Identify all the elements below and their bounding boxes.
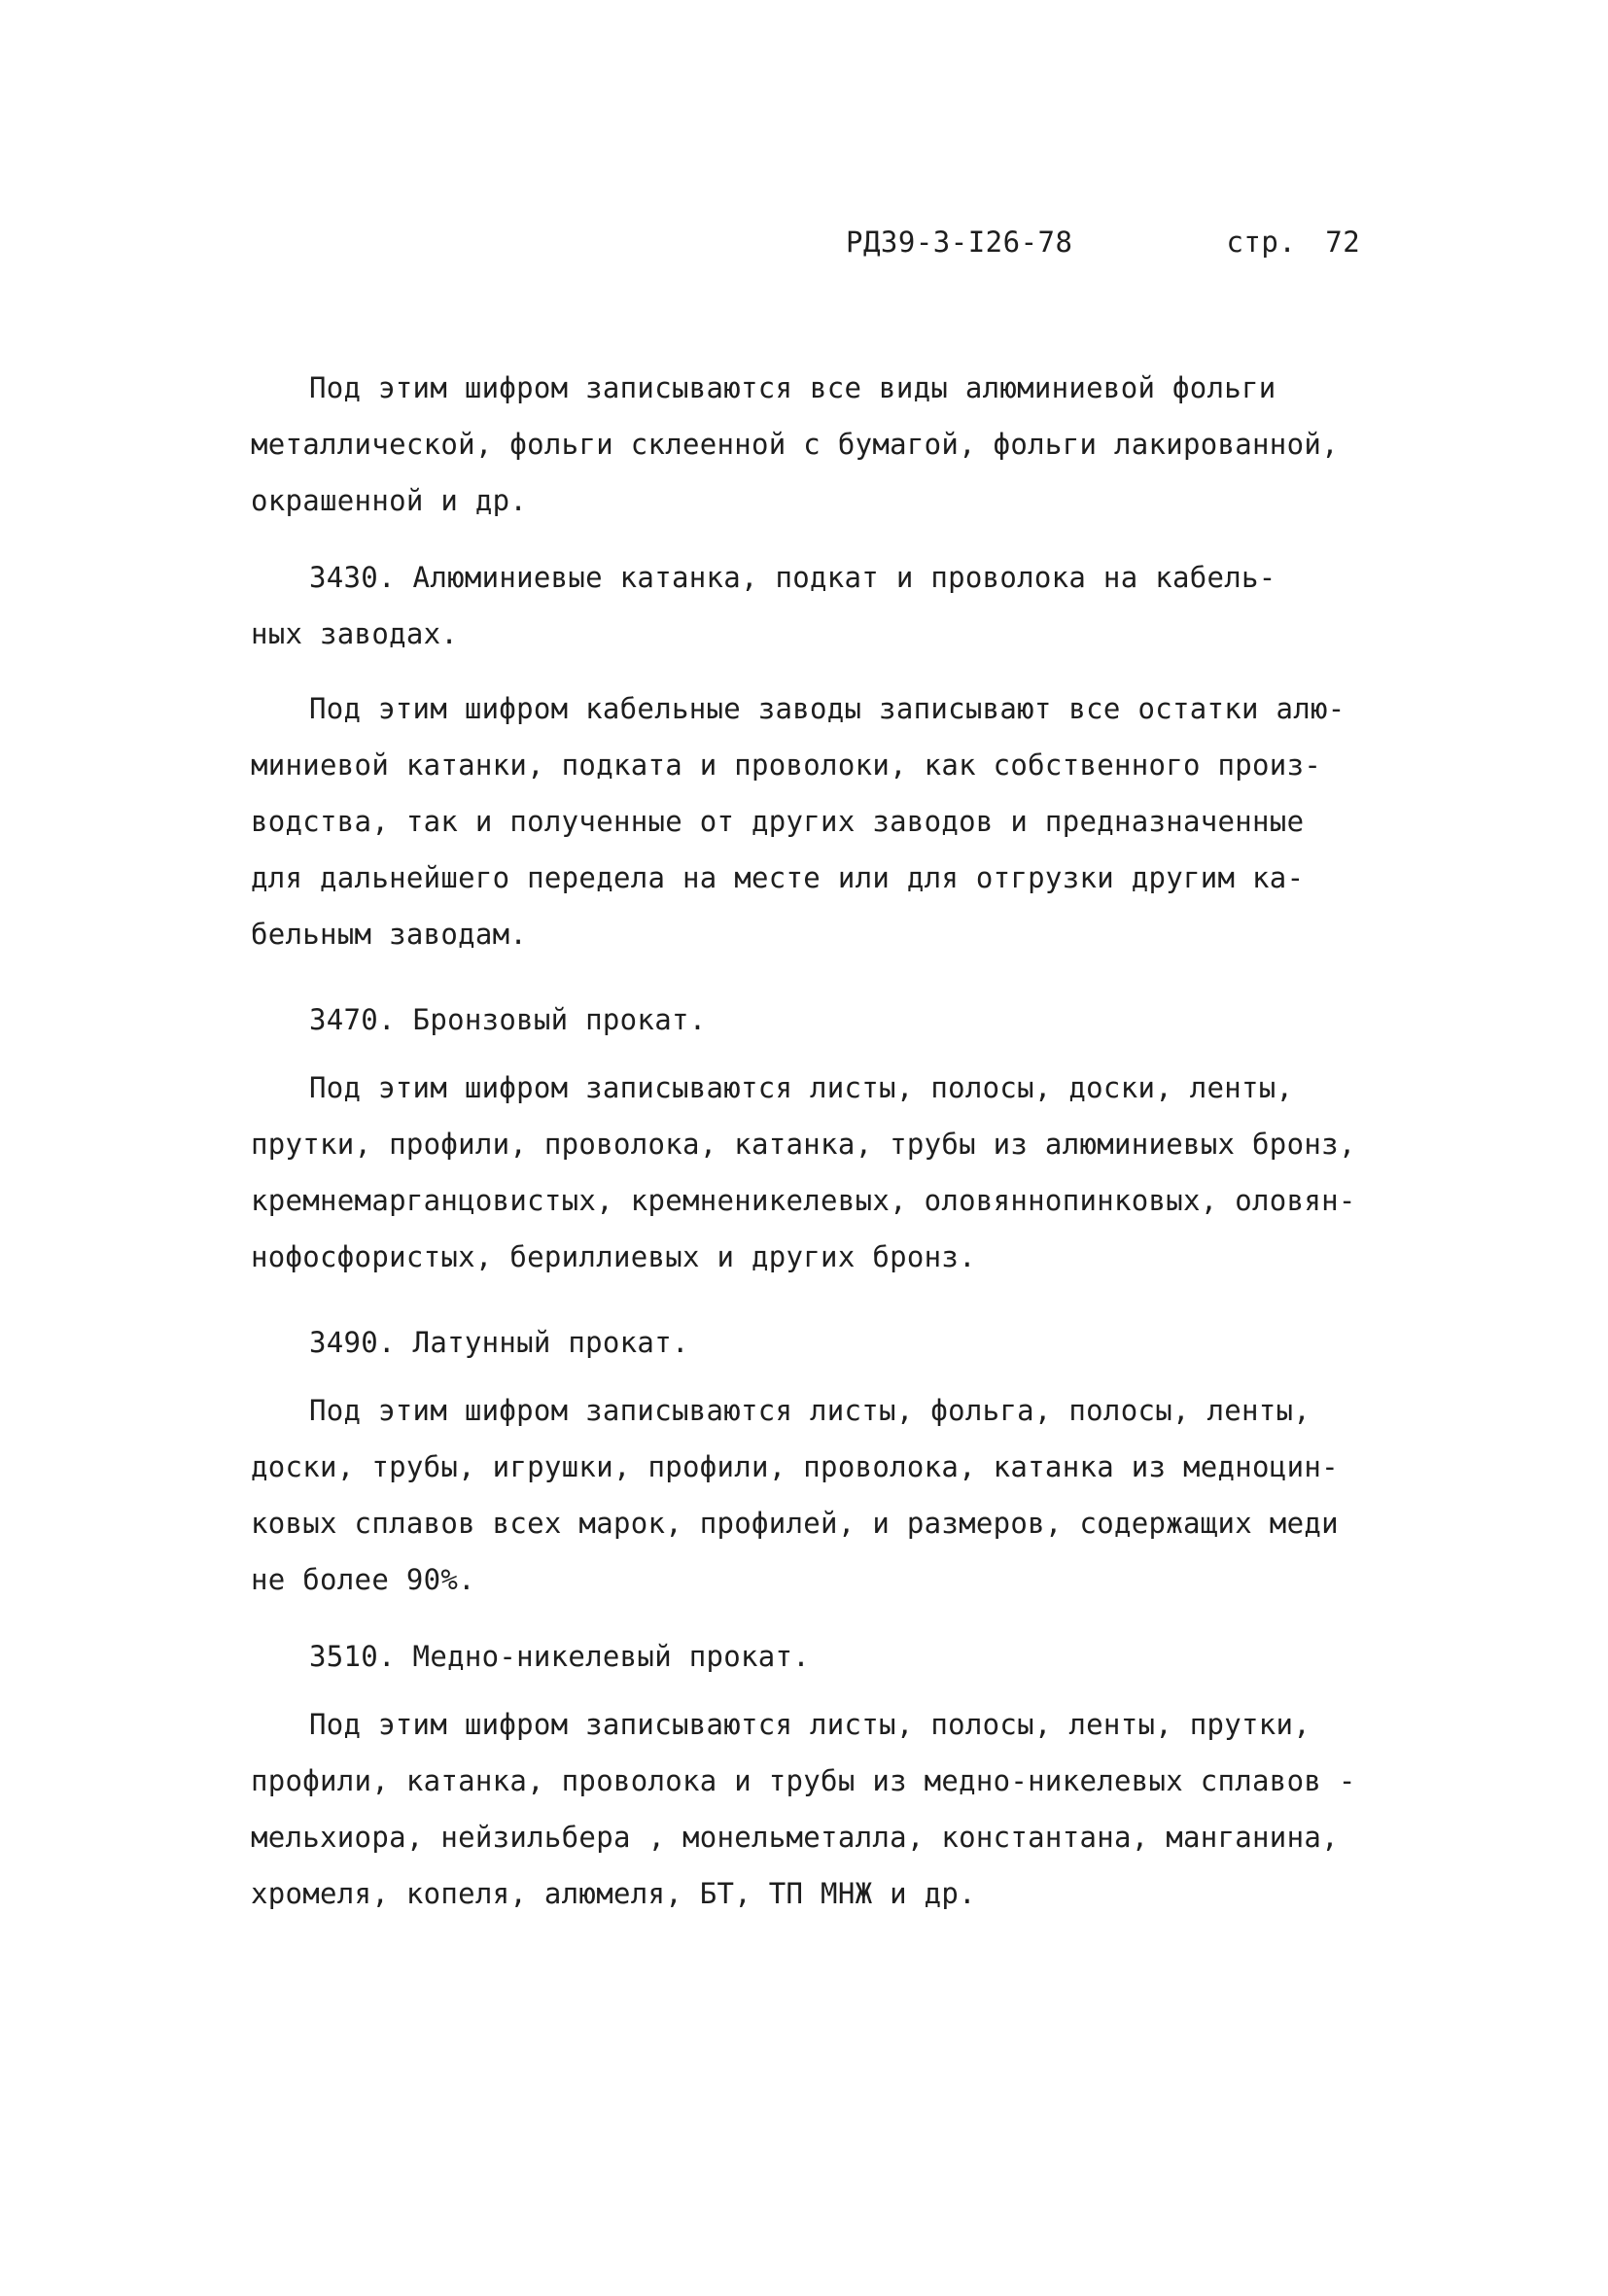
paragraph-3470-description [251,1060,1398,1285]
text-line: металлической, фольги склеенной с бумагой, фольги лакированной, [251,428,1339,461]
text-line: 3490. Латунный прокат. [309,1326,689,1359]
text-line: миниевой катанки, подката и проволоки, как собственного произ- [251,748,1322,782]
text-line: Под этим шифром записываются все виды алюминиевой фольги [309,371,1276,404]
section-heading-3510 [251,1628,1398,1685]
paragraph-3490-description [251,1382,1398,1608]
text-line: ковых сплавов всех марок, профилей, и размеров, содержащих меди [251,1507,1339,1540]
paragraph-3430-description [251,680,1398,962]
paragraph-foil-description [251,360,1398,529]
text-line: для дальнейшего передела на месте или для отгрузки другим ка- [251,861,1305,894]
text-line: 3470. Бронзовый прокат. [309,1003,707,1036]
text-line: Под этим шифром записываются листы, полосы, ленты, прутки, [309,1708,1311,1741]
text-line: водства, так и полученные от других заводов и предназначенные [251,805,1305,838]
text-line: 3430. Алюминиевые катанка, подкат и проволока на кабель- [309,561,1276,594]
text-line: бельным заводам. [251,918,528,951]
section-heading-3490 [251,1314,1398,1371]
text-line: доски, трубы, игрушки, профили, проволока, катанка из медноцин- [251,1450,1339,1483]
page-number: 72 [1325,226,1361,259]
text-line: нофосфористых, бериллиевых и других бронз. [251,1240,976,1273]
text-line: 3510. Медно-никелевый прокат. [309,1640,811,1673]
page-header [846,226,1360,259]
text-line: окрашенной и др. [251,484,528,517]
section-heading-3430 [251,549,1398,662]
text-line: Под этим шифром кабельные заводы записывают все остатки алю- [309,692,1346,725]
text-line: прутки, профили, проволока, катанка, трубы из алюминиевых бронз, [251,1128,1356,1161]
page-label: стр. [1226,226,1297,259]
document-code: РД39-3-I26-78 [846,226,1073,259]
text-line: Под этим шифром записываются листы, полосы, доски, ленты, [309,1071,1294,1104]
text-line: хромеля, копеля, алюмеля, БТ, ТП МНЖ и др. [251,1877,976,1910]
text-line: не более 90%. [251,1563,475,1596]
section-heading-3470 [251,991,1398,1048]
text-line: профили, катанка, проволока и трубы из медно-никелевых сплавов - [251,1764,1356,1797]
paragraph-3510-description [251,1696,1398,1922]
text-line: мельхиора, нейзильбера , монельметалла, константана, манганина, [251,1821,1339,1854]
text-line: кремнемарганцовистых, кремненикелевых, оловяннопинковых, оловян- [251,1184,1356,1217]
text-line: Под этим шифром записываются листы, фольга, полосы, ленты, [309,1394,1311,1427]
text-line: ных заводах. [251,617,459,650]
